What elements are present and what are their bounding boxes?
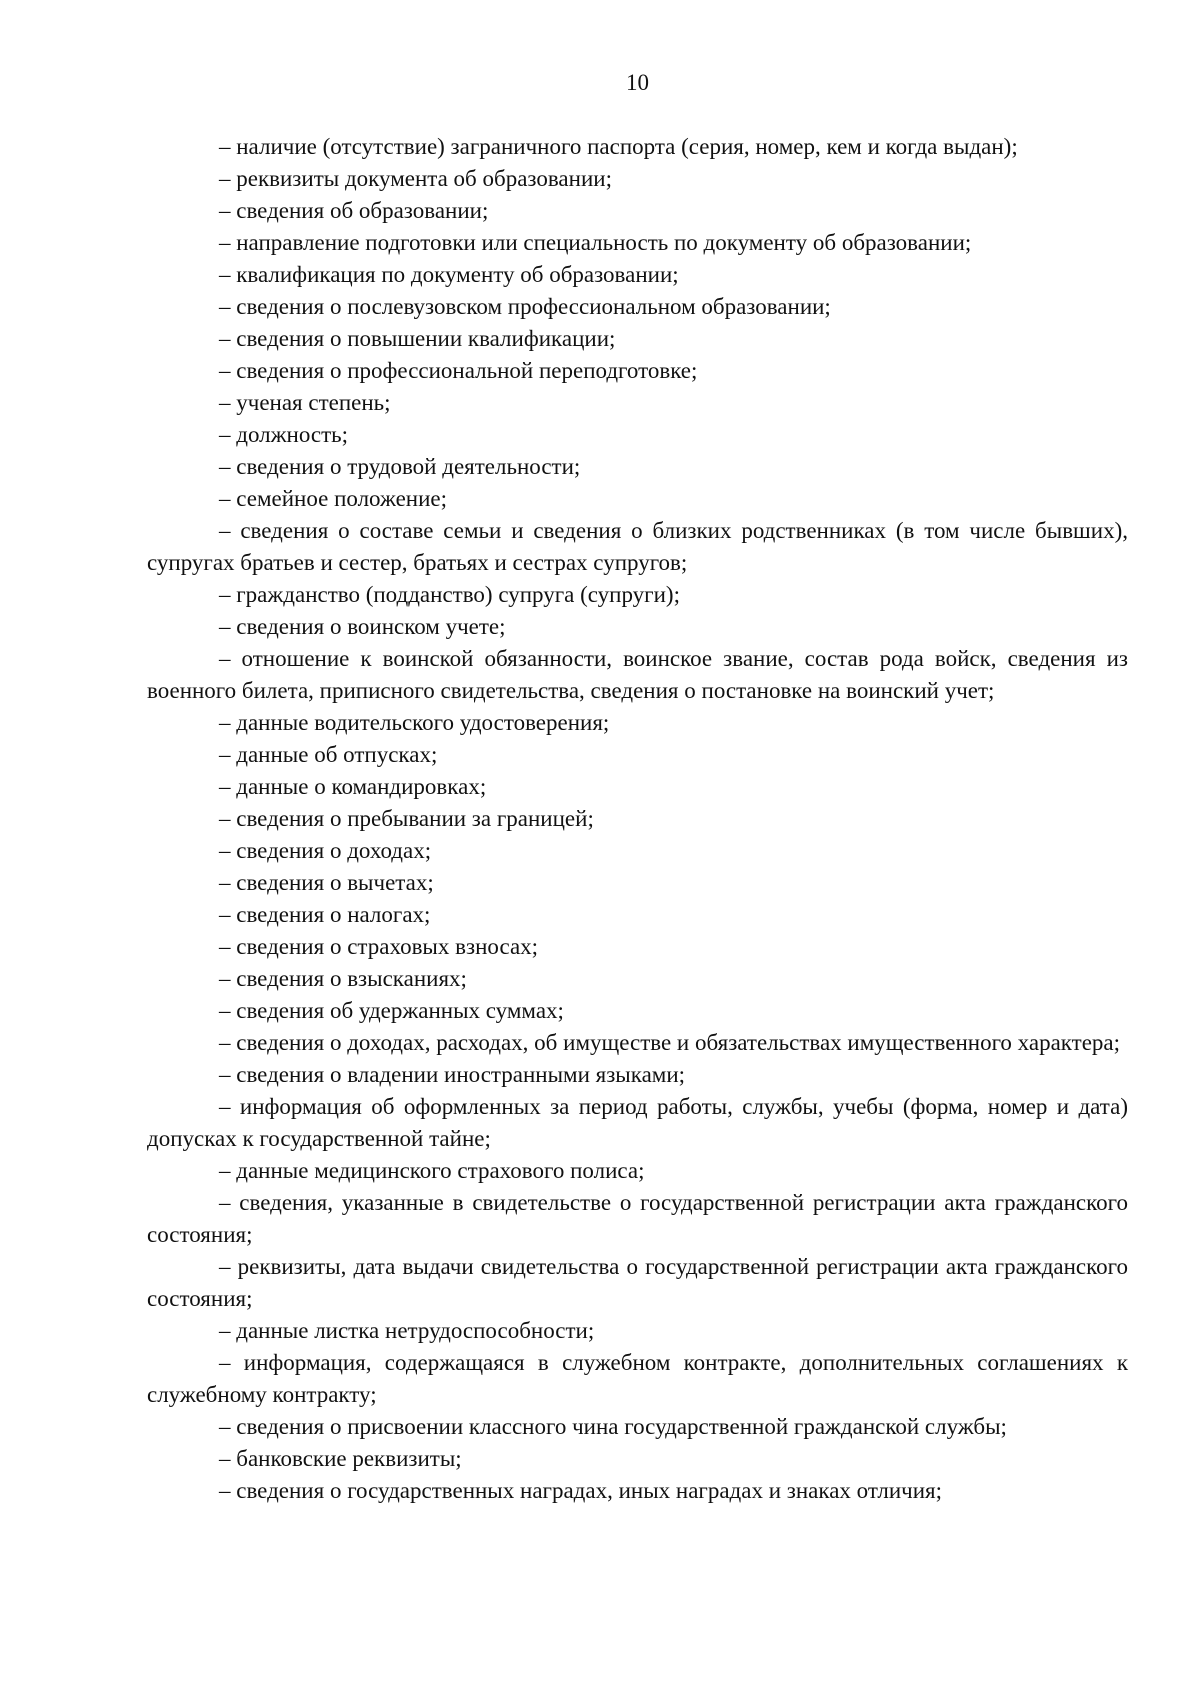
list-item: – отношение к воинской обязанности, воинское звание, состав рода войск, сведения из военного билета, приписного свидетельства, сведения о постановке на воинский учет; — [147, 646, 1128, 703]
list-item: – наличие (отсутствие) заграничного паспорта (серия, номер, кем и когда выдан); — [219, 134, 1018, 159]
list-item: – сведения о пребывании за границей; — [219, 806, 594, 831]
list-item: – сведения о доходах, расходах, об имуществе и обязательствах имущественного характера; — [219, 1030, 1121, 1055]
list-item: – данные листка нетрудоспособности; — [219, 1318, 595, 1343]
list-item: – данные о командировках; — [219, 774, 487, 799]
list-item: – должность; — [219, 422, 349, 447]
list-item: – сведения о страховых взносах; — [219, 934, 539, 959]
list-item: – сведения о доходах; — [219, 838, 432, 863]
list-item: – банковские реквизиты; — [219, 1446, 462, 1471]
list-item: – реквизиты документа об образовании; — [219, 166, 612, 191]
list-item: – сведения о налогах; — [219, 902, 431, 927]
list-item: – сведения о вычетах; — [219, 870, 434, 895]
list-item: – сведения о взысканиях; — [219, 966, 467, 991]
list-item: – данные медицинского страхового полиса; — [219, 1158, 645, 1183]
list-item: – сведения, указанные в свидетельстве о государственной регистрации акта гражданского состояния; — [147, 1190, 1128, 1247]
list-item: – данные об отпусках; — [219, 742, 438, 767]
list-body — [147, 131, 1128, 1507]
list-item: – информация, содержащаяся в служебном контракте, дополнительных соглашениях к служебному контракту; — [147, 1350, 1128, 1407]
list-item: – сведения о владении иностранными языками; — [219, 1062, 686, 1087]
list-item: – гражданство (подданство) супруга (супруги); — [219, 582, 680, 607]
list-item: – сведения о присвоении классного чина государственной гражданской службы; — [219, 1414, 1007, 1439]
list-item: – квалификация по документу об образовании; — [219, 262, 679, 287]
list-item: – семейное положение; — [219, 486, 447, 511]
list-item: – сведения о государственных наградах, иных наградах и знаках отличия; — [219, 1478, 942, 1503]
list-item: – сведения о трудовой деятельности; — [219, 454, 581, 479]
list-item: – сведения о воинском учете; — [219, 614, 506, 639]
list-item: – данные водительского удостоверения; — [219, 710, 610, 735]
list-item: – сведения о составе семьи и сведения о близких родственниках (в том числе бывших), супругах братьев и сестер, братьях и сестрах супругов; — [147, 518, 1128, 575]
list-item: – сведения об образовании; — [219, 198, 489, 223]
list-item: – сведения об удержанных суммах; — [219, 998, 564, 1023]
list-item: – ученая степень; — [219, 390, 391, 415]
list-item: – сведения о повышении квалификации; — [219, 326, 616, 351]
list-item: – направление подготовки или специальность по документу об образовании; — [219, 230, 972, 255]
list-item: – сведения о профессиональной переподготовке; — [219, 358, 698, 383]
page-number: 10 — [626, 70, 649, 95]
list-item: – сведения о послевузовском профессиональном образовании; — [219, 294, 831, 319]
list-item: – реквизиты, дата выдачи свидетельства о государственной регистрации акта гражданского состояния; — [147, 1254, 1128, 1311]
list-item: – информация об оформленных за период работы, службы, учебы (форма, номер и дата) допусках к государственной тайне; — [147, 1094, 1128, 1151]
